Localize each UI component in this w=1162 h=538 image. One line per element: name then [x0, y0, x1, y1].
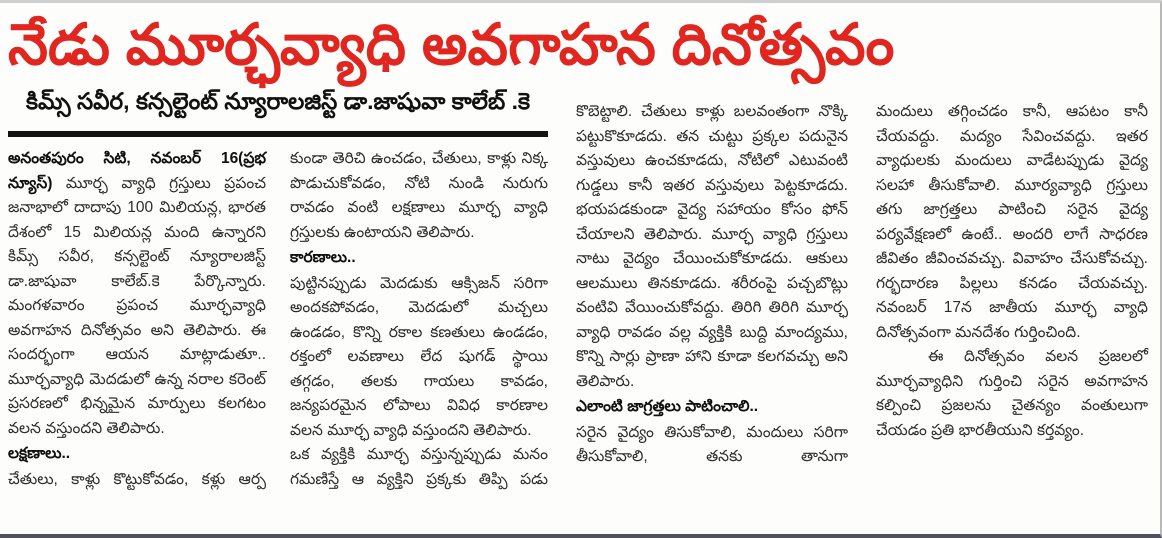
column-1 [8, 147, 266, 492]
column-4 [876, 100, 1148, 492]
columns-1-2 [8, 147, 548, 492]
column-3 [576, 100, 848, 492]
precautions-paragraph: మందులు తగ్గించడం కానీ, ఆపటం కానీ చేయవద్దు. మద్యం సేవించవద్దు. ఇతర వ్యాధులకు మందులు వాడేటప్పుడు వైద్య సలహా తీసుకోవాలి. మూర్యవ్యాధి గ్రస్తులు తగు జాగ్రత్తలు పాటించి సరైన వైద్య పర్యవేక్షణలో ఉంటే.. అందరి లాగే సాధరణ జీవితం జీవించవచ్చు. వివాహం చేసుకోవచ్చు. గర్భదారణ పిల్లలు కనడం చేయవచ్చు. నవంబర్ 17న జాతీయ మూర్ఛ వ్యాధి దినోత్సవంగా మనదేశం గుర్తించింది. [876, 103, 1148, 341]
lead-paragraph [8, 147, 266, 441]
causes-paragraph: పుట్టినప్పుడు మెదడుకు ఆక్సిజన్ సరిగా అందకపోవడం, మెదడులో మచ్చలు ఉండడం, కొన్ని రకాల కణతులు ఉండడం, రక్తంలో లవణాలు లేద షుగడ్ స్థాయి తగ్గడం, తలకు గాయలు కావడం, జన్యపరమైన లోపాలు వివిధ కారణాల వలన మూర్ఛ వ్యాధి వస్తుందని తెలిపారు. [290, 274, 548, 439]
article-byline: కిమ్స్ సవీర, కన్సల్టెంట్ న్యూరాలజిస్ట్ డా.జాషువా కాలేబ్ .కె [25, 88, 531, 114]
symptoms-paragraph: కుండా తెరిచి ఉంచడం, చేతులు, కాళ్లు నిక్క పొడుచుకోవడం, నోటి నుండి నురుగు రావడం వంటి లక్షణాలు మూర్ఛ వ్యాధి గ్రస్తులకు ఉంటాయని తెలిపారు. [290, 150, 548, 241]
section-heading-symptoms: లక్షణాలు.. [8, 445, 71, 462]
column-1-runover-line: చేతులు, కాళ్లు కొట్టుకోవడం, కళ్లు ఆర్ప [8, 470, 266, 488]
section-heading-precautions: ఎలాంటి జాగ్రత్తలు పాటించాలి.. [576, 398, 759, 415]
byline-divider-rule [8, 131, 548, 137]
first-aid-paragraph: కొబెట్టాలి. చేతులు కాళ్లు బలవంతంగా నొక్కి పట్టుకొకూడదు. తన చుట్టు ప్రక్కల పదునైన వస్తువులు ఉంచకూడదు, నోటిలో ఎటువంటి గుడ్డలు కానీ ఇతర వస్తువులు పెట్టకూడదు. భయపడకుండా వైద్య సహాయం కోసం ఫోన్ చేయాలని తెలిపారు. మూర్ఛ వ్యాధి గ్రస్తులు నాటు వైద్యం చేయించుకోకూడదు. ఆకులు ఆలములు తినకూడదు. శరీరంపై పచ్చబొట్లు వంటివి వేయించుకోవద్దు. తిరిగి తిరిగి మూర్ఛ వ్యాధి రావడం వల్ల వ్యక్తికి బుద్ది మాంద్యము, కొన్ని సార్లు ప్రాణా హాని కూడా కలగవచ్చు అని తెలిపారు. [576, 103, 848, 390]
closing-paragraph: ఈ దినోత్సవం వలన ప్రజలలో మూర్ఛవ్యాధిని గుర్తించి సరైన అవగాహన కల్పించి ప్రజలను చైతన్యం వంతులుగా చేయడం ప్రతి భారతీయుని కర్తవ్యం. [876, 348, 1148, 439]
dateline: అనంతపురం సిటి, నవంబర్ 16(ప్రభ న్యూస్) [8, 150, 266, 192]
section-heading-causes: కారణాలు.. [290, 249, 356, 266]
column-2 [290, 147, 548, 492]
column-2-runover-paragraph: ఒక వ్యక్తికి మూర్ఛ వస్తున్నప్పుడు మనం గమణిస్తే ఆ వ్యక్తిని ప్రక్కకు తిప్పి పడు [290, 446, 548, 488]
article-headline: నేడు మూర్ఛవ్యాధి అవగాహన దినోత్సవం [8, 13, 895, 77]
left-columns-block [8, 74, 548, 492]
article-body [0, 74, 1160, 492]
column-3-runover-paragraph: సరైన వైద్యం తిసుకోవాలి, మందులు సరిగా తీసుకోవాలి, తనకు తానుగా [576, 423, 848, 465]
lead-paragraph-text: మూర్ఛ వ్యాధి గ్రస్తులు ప్రపంచ జనాభాలో దాదాపు 100 మిలియన్ల, భారత దేశంలో 15 మిలియన్ల మంది ఉన్నారని కిమ్స్ సవీర, కన్సల్టెంట్ న్యూరాలజిస్ట్ డా.జాషువా కాలేబ్.కె పేర్కొన్నారు. మంగళవారం ప్రపంచ మూర్ఛవ్యాధి అవగాహన దినోత్సవం అని తెలిపారు. ఈ సందర్భంగా ఆయన మాట్లాడుతూ.. మూర్ఛవ్యాధి మెదడులో ఉన్న నరాల కరెంట్ ప్రసరణలో భిన్నమైన మార్పులు కలగటం వలన వస్తుందని తెలిపారు. [8, 174, 266, 437]
